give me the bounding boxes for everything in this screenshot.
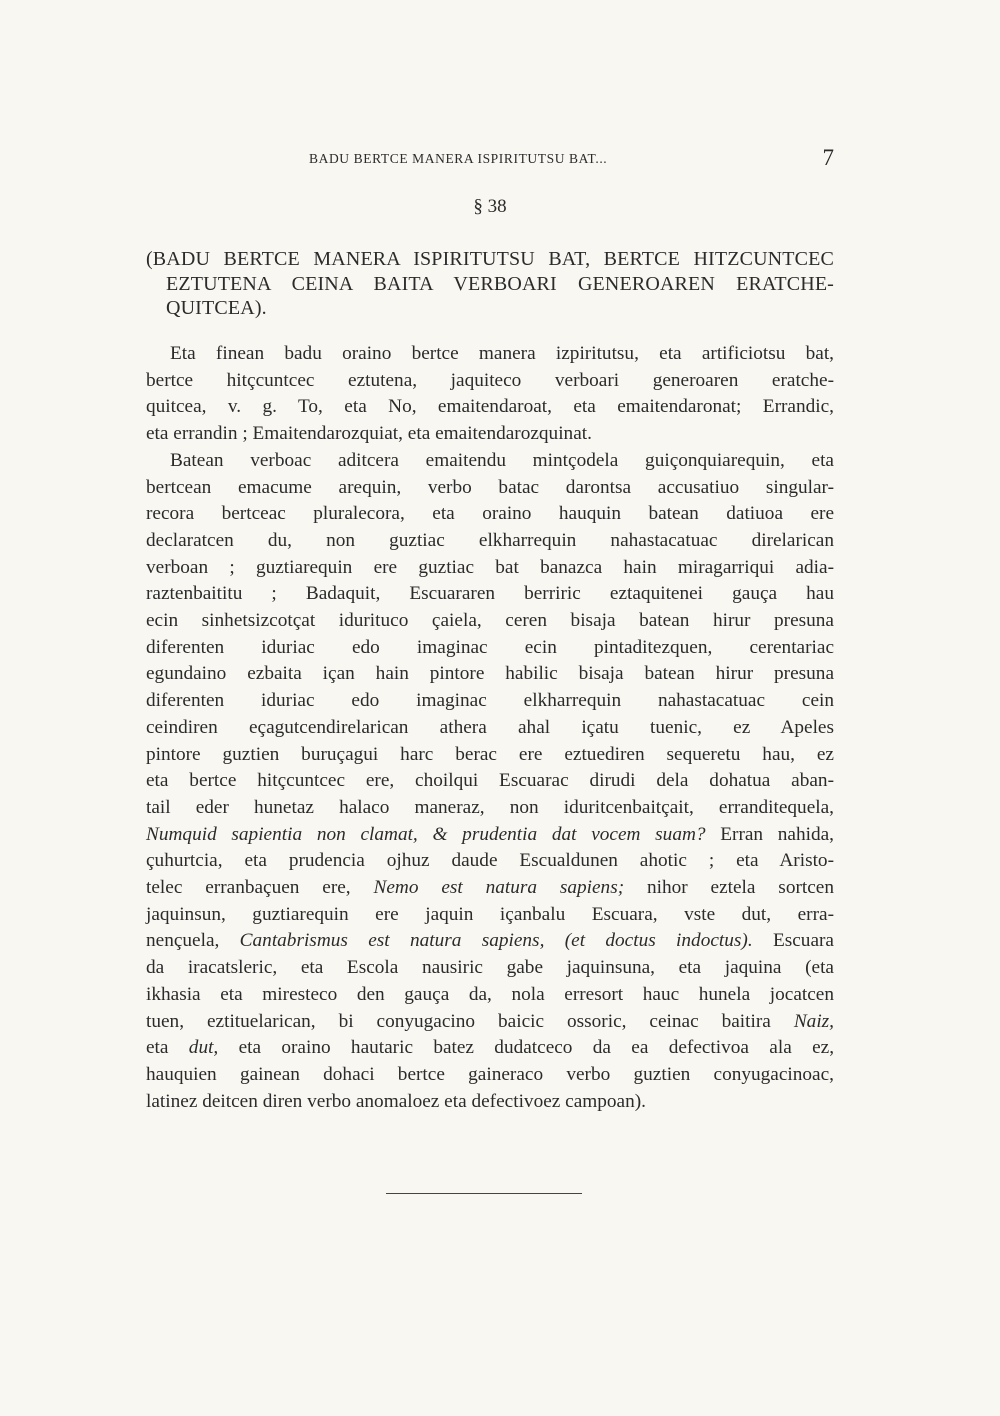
text-line: bertce hitçcuntcec eztutena, jaquiteco verboari generoaren eratche- [146, 369, 834, 391]
text-line: raztenbaititu ; Badaquit, Escuararen berriric eztaquitenei gauça hau [146, 583, 834, 605]
text-line: da iracatsleric, eta Escola nausiric gabe jaquinsuna, eta jaquina (eta [146, 957, 834, 979]
text-line: çuhurtcia, eta prudencia ojhuz daude Escualdunen ahotic ; eta Aristo- [146, 850, 834, 872]
text-fragment: eta oraino hautaric batez dudatceco da ea defectivoa ala ez, [218, 1037, 835, 1059]
text-line: tail eder hunetaz halaco maneraz, non iduritcenbaitçait, erranditequela, [146, 796, 834, 818]
text-fragment: nihor eztela sortcen [624, 877, 834, 899]
running-title: BADU BERTCE MANERA ISPIRITUTSU BAT... [309, 151, 608, 166]
text-line: eta errandin ; Emaitendarozquiat, eta emaitendarozquinat. [146, 423, 592, 445]
latin-quote: Numquid sapientia non clamat, & prudentia dat vocem suam? [146, 823, 706, 845]
text-line: diferenten iduriac edo imaginac ecin pintaditezquen, cerentariac [146, 636, 834, 658]
text-line: quitcea, v. g. To, eta No, emaitendaroat, eta emaitendaronat; Errandic, [146, 396, 834, 418]
text-line: eta bertce hitçcuntcec ere, choilqui Escuarac dirudi dela dohatua aban- [146, 770, 834, 792]
text-line: diferenten iduriac edo imaginac elkharrequin nahastacatuac cein [146, 690, 834, 712]
text-line [146, 1035, 834, 1062]
text-fragment: tuen, eztituelarican, bi conyugacino baicic ossoric, ceinac baitira [146, 1010, 794, 1032]
text-line: egundaino ezbaita içan hain pintore habilic bisaja batean hirur presuna [146, 663, 834, 685]
section-mark: § 38 [473, 196, 507, 217]
text-line [146, 928, 834, 955]
text-fragment: Erran nahida, [705, 823, 834, 845]
text-line [146, 1009, 834, 1036]
latin-word: Naiz, [793, 1010, 834, 1032]
section-title-line: QUITCEA). [166, 297, 267, 319]
text-fragment: Escuara [752, 930, 834, 952]
text-line: bertcean emacume arequin, verbo batac darontsa accusatiuo singular- [146, 476, 834, 498]
text-fragment: eta [146, 1037, 189, 1059]
text-line: jaquinsun, guztiarequin ere jaquin içanbalu Escuara, vste dut, erra- [146, 903, 834, 925]
text-line: Eta finean badu oraino bertce manera izpiritutsu, eta artificiotsu bat, [170, 343, 834, 364]
text-line: ikhasia eta miresteco den gauça da, nola erresort hauc hunela jocatcen [146, 983, 834, 1005]
section-title [146, 247, 834, 321]
text-fragment: telec erranbaçuen ere, [146, 877, 374, 899]
text-line: ecin sinhetsizcotçat idurituco çaiela, ceren bisaja batean hirur presuna [146, 610, 834, 632]
text-line: hauquien gainean dohaci bertce gaineraco verbo guztien conyugacinoac, [146, 1063, 834, 1085]
section-title-line: (BADU BERTCE MANERA ISPIRITUTSU BAT, BERTCE HITZCUNTCEC [146, 248, 834, 270]
text-line: latinez deitcen diren verbo anomaloez eta defectivoez campoan). [146, 1090, 646, 1112]
text-line: declaratcen du, non guztiac elkharrequin nahastacatuac direlarican [146, 529, 834, 551]
text-line: ceindiren eçagutcendirelarican athera ahal içatu tuenic, ez Apeles [146, 716, 834, 738]
latin-word: dut, [188, 1037, 219, 1059]
latin-quote: Nemo est natura sapiens; [373, 877, 625, 899]
latin-quote: Cantabrismus est natura sapiens, (et doctus indoctus). [239, 930, 753, 952]
text-line: pintore guztien buruçagui harc berac ere eztuediren sequeretu hau, ez [146, 743, 834, 765]
end-rule [386, 1193, 582, 1194]
body-text [146, 341, 834, 1115]
text-line: recora bertceac pluralecora, eta oraino hauquin batean datiuoa ere [146, 503, 834, 525]
text-fragment: nençuela, [146, 930, 240, 952]
page-number: 7 [822, 145, 834, 170]
text-line: Batean verboac aditcera emaitendu mintçodela guiçonquiarequin, eta [170, 449, 834, 471]
running-head [146, 145, 834, 170]
section-title-line: EZTUTENA CEINA BAITA VERBOARI GENEROAREN ERATCHE- [166, 272, 834, 295]
text-line [146, 875, 834, 902]
text-line: verboan ; guztiarequin ere guztiac bat banazca hain miragarriqui adia- [146, 556, 834, 578]
text-line [146, 822, 834, 849]
